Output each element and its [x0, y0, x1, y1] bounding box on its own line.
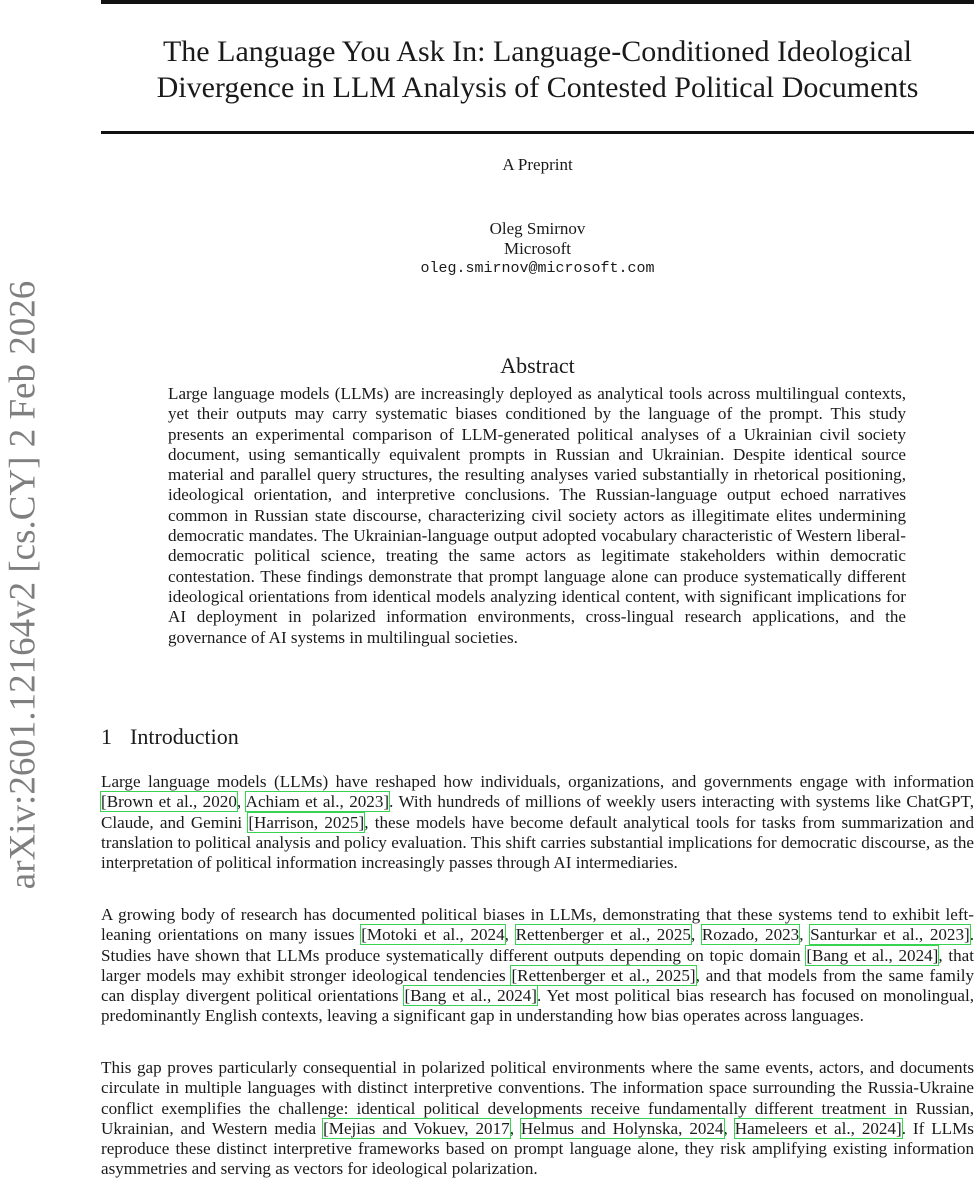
citation-link[interactable]: [Mejias and Vokuev, 2017 — [323, 1118, 510, 1138]
title-line-1: The Language You Ask In: Language-Conditioned Ideological — [162, 35, 912, 68]
text-run: . If LLMs reproduce these distinct interpretive frameworks based on prompt language alone, they risk amplifying existing information asymmetries and serving as vectors for ideological polarization. — [101, 1118, 974, 1179]
text-run: Large language models (LLMs) have reshaped how individuals, organizations, and governments engage with information — [101, 772, 974, 791]
author-affiliation: Microsoft — [503, 239, 572, 258]
citation-link[interactable]: [Motoki et al., 2024 — [361, 925, 505, 945]
text-run: , — [236, 792, 246, 812]
author-block — [101, 219, 974, 279]
intro-paragraph-2 — [101, 905, 974, 1027]
text-run: A growing body of research has documented political biases in LLMs, demonstrating that these systems tend to exhibit left-leaning orientations on many issues — [101, 905, 974, 945]
text-run: , — [799, 925, 811, 945]
title-rule-top — [101, 0, 974, 4]
citation-link[interactable]: Hameleers et al., 2024] — [734, 1118, 902, 1138]
section-heading-introduction — [101, 724, 239, 750]
section-title: Introduction — [130, 724, 239, 749]
title-line-2: Divergence in LLM Analysis of Contested Political Documents — [156, 71, 919, 104]
arxiv-side-label[interactable]: arXiv:2601.12164v2 [cs.CY] 2 Feb 2026 — [2, 280, 44, 890]
title-rule-bottom — [101, 131, 974, 134]
citation-link[interactable]: Achiam et al., 2023] — [245, 792, 390, 812]
citation-link[interactable]: Rozado, 2023 — [701, 925, 800, 945]
citation-link[interactable]: [Brown et al., 2020 — [101, 792, 237, 812]
text-run: , — [690, 925, 702, 945]
citation-link[interactable]: [Bang et al., 2024] — [806, 945, 939, 965]
citation-link[interactable]: Rettenberger et al., 2025 — [515, 925, 691, 945]
author-email[interactable]: oleg.smirnov@microsoft.com — [420, 260, 655, 277]
intro-paragraph-1 — [101, 772, 974, 873]
intro-paragraph-3 — [101, 1058, 974, 1180]
text-run: , — [723, 1118, 735, 1138]
text-run: , — [504, 925, 516, 945]
text-run: . Studies have shown that LLMs produce systematically different outputs depending on topic domain — [101, 925, 974, 965]
text-run: , that larger models may exhibit stronger ideological tendencies — [101, 945, 974, 985]
preprint-label: A Preprint — [502, 155, 573, 174]
abstract-heading: Abstract — [500, 353, 575, 378]
citation-link[interactable]: [Rettenberger et al., 2025] — [511, 965, 696, 985]
citation-link[interactable]: [Bang et al., 2024] — [404, 986, 537, 1006]
text-run: , these models have become default analytical tools for tasks from summarization and translation to political analysis and policy evaluation. This shift carries substantial implications for democratic discourse, as the interpretation of political information increasingly passes through AI intermediaries. — [101, 812, 974, 873]
text-run: . Yet most political bias research has focused on monolingual, predominantly English contexts, leaving a significant gap in understanding how bias operates across languages. — [101, 986, 974, 1026]
text-run: , — [509, 1118, 521, 1138]
abstract-text: Large language models (LLMs) are increasingly deployed as analytical tools across multilingual contexts, yet their outputs may carry systematic biases conditioned by the language of the prompt. This study presents an experimental comparison of LLM-generated political analyses of a Ukrainian civil society document, using semantically equivalent prompts in Russian and Ukrainian. Despite identical source material and parallel query structures, the resulting analyses varied substantially in rhetorical positioning, ideological orientation, and interpretive conclusions. The Russian-language output echoed narratives common in Russian state discourse, characterizing civil society actors as illegitimate elites undermining democratic mandates. The Ukrainian-language output adopted vocabulary characteristic of Western liberal-democratic political science, treating the same actors as legitimate stakeholders within democratic contestation. These findings demonstrate that prompt language alone can produce systematically different ideological orientations from identical models analyzing identical content, with significant implications for AI deployment in polarized information environments, cross-lingual research applications, and the governance of AI systems in multilingual societies. — [168, 384, 906, 647]
citation-link[interactable]: Santurkar et al., 2023] — [810, 925, 970, 945]
paper-title — [101, 34, 974, 106]
citation-link[interactable]: Helmus and Holynska, 2024 — [520, 1118, 724, 1138]
citation-link[interactable]: [Harrison, 2025] — [248, 812, 365, 832]
text-run: , and that models from the same family can display divergent political orientations — [101, 965, 974, 1006]
text-run: This gap proves particularly consequential in polarized political environments where the same events, actors, and documents circulate in multiple languages with distinct interpretive conventions. The information space surrounding the Russia-Ukraine conflict exemplifies the challenge: identical political developments receive fundamentally different treatment in Russian, Ukrainian, and Western media — [101, 1058, 974, 1138]
section-number: 1 — [101, 724, 112, 749]
text-run: . With hundreds of millions of weekly users interacting with systems like ChatGPT, Claude, and Gemini — [101, 792, 975, 832]
author-name: Oleg Smirnov — [489, 219, 586, 238]
